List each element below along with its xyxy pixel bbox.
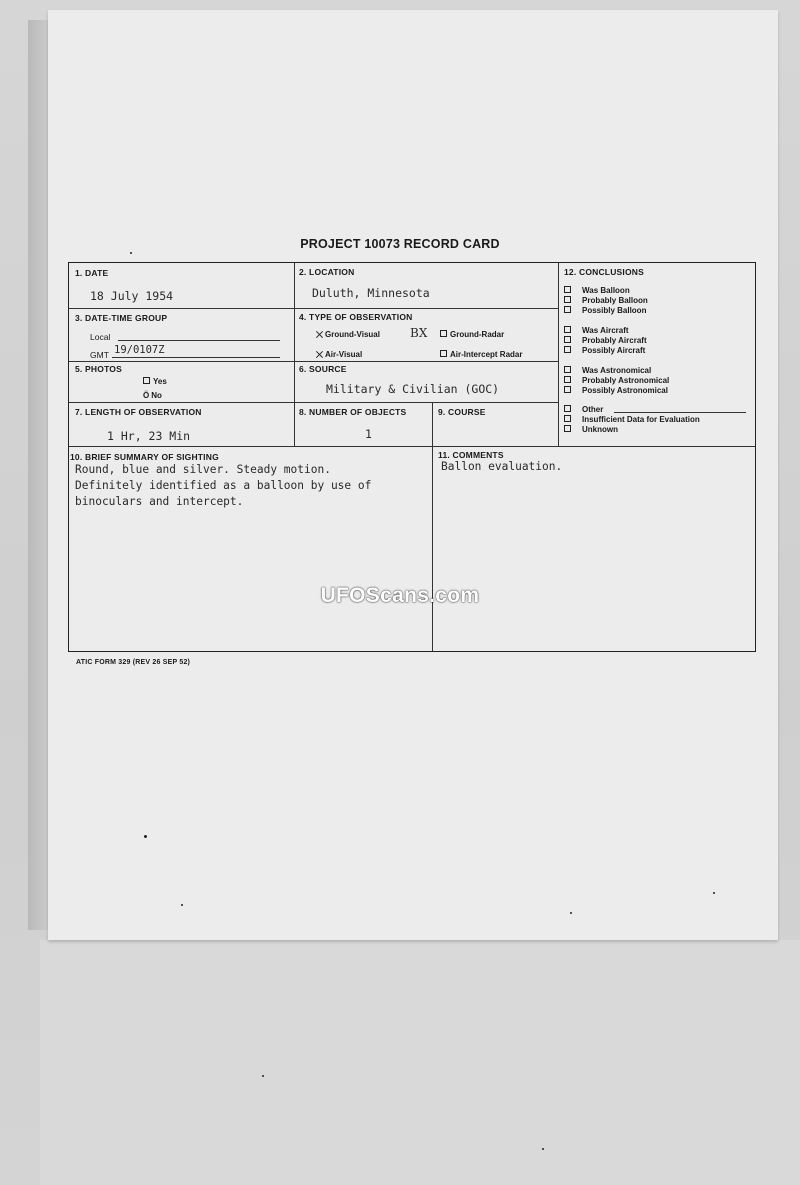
photos-label: 5. PHOTOS [75, 364, 122, 374]
ground-visual-option [316, 330, 380, 339]
scan-speck [542, 1148, 544, 1150]
conclusion-possibly-balloon [564, 306, 646, 316]
ground-radar-option [440, 330, 504, 339]
checkbox-icon [564, 376, 571, 383]
conclusion-unknown-text: Unknown [582, 425, 618, 434]
conclusion-probably-aircraft [564, 336, 647, 346]
date-value: 18 July 1954 [90, 289, 174, 303]
location-value: Duluth, Minnesota [312, 286, 430, 300]
comments-text: Ballon evaluation. [441, 460, 563, 473]
checkbox-icon [564, 425, 571, 432]
conclusion-possibly-aircraft-text: Possibly Aircraft [582, 346, 646, 355]
checkbox-icon [564, 346, 571, 353]
location-label: 2. LOCATION [299, 267, 355, 277]
conclusion-was-astronomical-text: Was Astronomical [582, 366, 652, 375]
conclusion-probably-astronomical [564, 376, 669, 386]
checkbox-checked-icon [316, 331, 323, 338]
checkbox-checked-icon [564, 286, 571, 293]
photos-yes-text: Yes [153, 377, 167, 386]
gmt-value: 19/0107Z [114, 344, 165, 356]
brief-summary-text: Round, blue and silver. Steady motion. Definitely identified as a balloon by use of binoculars and intercept. [75, 463, 372, 508]
checkbox-icon [564, 336, 571, 343]
scan-speck [144, 835, 147, 838]
air-visual-text: Air-Visual [325, 350, 363, 359]
air-visual-option [316, 350, 362, 359]
checkbox-icon [564, 405, 571, 412]
conclusion-was-balloon [564, 286, 630, 296]
checkbox-icon [143, 377, 150, 384]
number-of-objects-label: 8. NUMBER OF OBJECTS [299, 407, 407, 417]
conclusion-possibly-astronomical [564, 386, 668, 396]
ground-visual-note: BX [410, 326, 428, 340]
conclusion-was-aircraft-text: Was Aircraft [582, 326, 629, 335]
course-label: 9. COURSE [438, 407, 486, 417]
conclusion-other [564, 405, 603, 415]
conclusion-possibly-astronomical-text: Possibly Astronomical [582, 386, 668, 395]
checkbox-icon [440, 330, 447, 337]
photos-no-mark: Ö [143, 391, 150, 400]
gmt-line [112, 357, 280, 358]
source-label: 6. SOURCE [299, 364, 347, 374]
conclusion-probably-astronomical-text: Probably Astronomical [582, 376, 670, 385]
source-value: Military & Civilian (GOC) [326, 382, 500, 396]
card-title: PROJECT 10073 RECORD CARD [300, 237, 500, 251]
brief-summary-label: 10. BRIEF SUMMARY OF SIGHTING [70, 452, 219, 462]
scan-speck [262, 1075, 264, 1077]
photos-no-text: No [151, 391, 162, 400]
conclusion-was-aircraft [564, 326, 629, 336]
checkbox-icon [564, 415, 571, 422]
checkbox-icon [564, 366, 571, 373]
scan-speck [181, 904, 183, 906]
conclusion-possibly-aircraft [564, 346, 645, 356]
conclusion-other-text: Other [582, 405, 604, 414]
form-id: ATIC FORM 329 (REV 26 SEP 52) [76, 659, 191, 666]
date-label: 1. DATE [75, 268, 109, 278]
conclusion-probably-aircraft-text: Probably Aircraft [582, 336, 647, 345]
checkbox-icon [564, 326, 571, 333]
date-time-group-label: 3. DATE-TIME GROUP [75, 313, 168, 323]
photos-yes-option [143, 377, 167, 386]
air-intercept-radar-option [440, 350, 522, 359]
ground-radar-text: Ground-Radar [450, 330, 505, 339]
conclusions-bottom-rule [433, 446, 755, 447]
scan-speck [713, 892, 715, 894]
conclusion-insufficient-data [564, 415, 700, 425]
conclusions-label: 12. CONCLUSIONS [564, 267, 644, 277]
conclusion-was-astronomical [564, 366, 651, 376]
conclusion-probably-balloon-text: Probably Balloon [582, 296, 648, 305]
length-of-observation-value: 1 Hr, 23 Min [107, 429, 191, 443]
conclusion-probably-balloon [564, 296, 648, 306]
conclusion-possibly-balloon-text: Possibly Balloon [582, 306, 647, 315]
conclusion-unknown [564, 425, 618, 435]
conclusion-insufficient-data-text: Insufficient Data for Evaluation [582, 415, 700, 424]
scan-speck [570, 912, 572, 914]
checkbox-checked-icon [316, 351, 323, 358]
lower-sheet [40, 940, 800, 1185]
other-line [614, 412, 746, 413]
scan-speck [130, 252, 132, 254]
checkbox-icon [440, 350, 447, 357]
number-of-objects-value: 1 [365, 427, 372, 441]
local-line [118, 340, 280, 341]
conclusion-was-balloon-text: Was Balloon [582, 286, 630, 295]
photos-no-option [143, 391, 162, 400]
ground-visual-text: Ground-Visual [325, 330, 380, 339]
gmt-label: GMT [90, 350, 109, 360]
type-of-observation-label: 4. TYPE OF OBSERVATION [299, 312, 413, 322]
local-label: Local [90, 332, 111, 342]
watermark-logo: UFOScans.com [320, 584, 480, 607]
air-intercept-radar-text: Air-Intercept Radar [450, 350, 523, 359]
length-of-observation-label: 7. LENGTH OF OBSERVATION [75, 407, 202, 417]
checkbox-icon [564, 306, 571, 313]
comments-label: 11. COMMENTS [438, 450, 504, 460]
checkbox-icon [564, 296, 571, 303]
checkbox-icon [564, 386, 571, 393]
